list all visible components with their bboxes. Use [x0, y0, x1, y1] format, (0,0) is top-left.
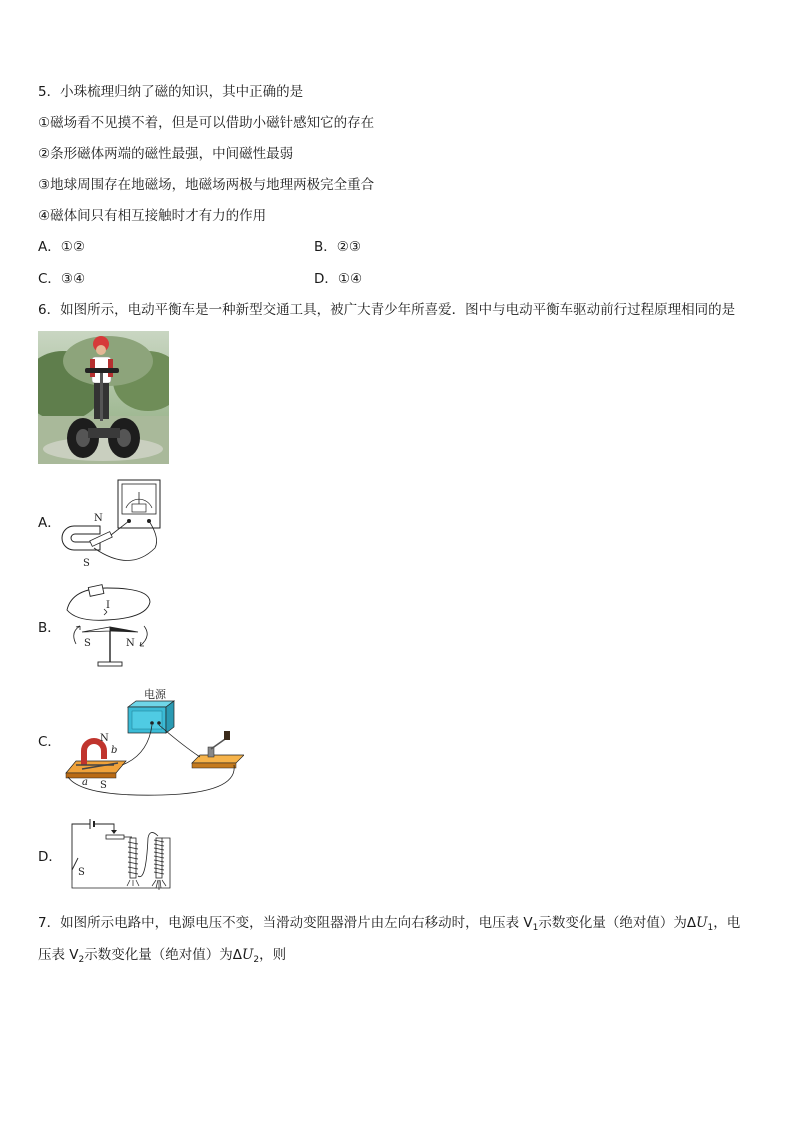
subscript: 1	[707, 923, 714, 933]
balance-car-photo	[38, 331, 169, 464]
q7-text: 压表 V	[38, 947, 79, 963]
q5-statement-1: ①磁场看不见摸不着，但是可以借助小磁针感知它的存在	[38, 115, 375, 131]
current-label: I	[106, 600, 110, 611]
q7-line-2	[38, 946, 286, 969]
q5-option-a: A．①②	[38, 239, 85, 255]
q6-figure-a	[60, 478, 170, 573]
q6-figure-d	[64, 818, 180, 896]
north-pole-label: N	[126, 638, 135, 649]
q6-stem: 6．如图所示，电动平衡车是一种新型交通工具，被广大青少年所喜爱．图中与电动平衡车驱动前行过程原理相同的是	[38, 302, 736, 318]
power-supply-label: 电源	[144, 688, 166, 701]
q7-text: 示数变化量（绝对值）为Δ	[538, 915, 697, 931]
q7-text: 示数变化量（绝对值）为Δ	[84, 947, 243, 963]
q5-option-d: D．①④	[314, 271, 363, 287]
q6-figure-b	[62, 582, 157, 672]
subscript: 2	[253, 955, 260, 965]
q7-text: ，则	[259, 947, 287, 963]
q6-option-b-label: B．	[38, 620, 61, 636]
q6-option-a-label: A．	[38, 515, 61, 531]
q5-option-c: C．③④	[38, 271, 86, 287]
south-pole-label: S	[83, 558, 90, 569]
south-pole-label: S	[100, 780, 107, 791]
subscript: 1	[532, 923, 539, 933]
point-b-label: b	[111, 745, 118, 756]
voltage-symbol: U	[242, 947, 254, 963]
q5-option-b: B．②③	[314, 239, 361, 255]
q7-text: ，电	[713, 915, 741, 931]
subscript: 2	[78, 955, 85, 965]
point-a-label: a	[82, 777, 88, 788]
voltage-symbol: U	[696, 915, 708, 931]
q6-option-c-label: C．	[38, 734, 61, 750]
q5-statement-3: ③地球周围存在地磁场，地磁场两极与地理两极完全重合	[38, 177, 375, 193]
south-pole-label: S	[84, 638, 91, 649]
q7-text: 7．如图所示电路中，电源电压不变，当滑动变阻器滑片由左向右移动时，电压表 V	[38, 915, 533, 931]
q6-option-d-label: D．	[38, 849, 62, 865]
q6-figure-c	[62, 685, 244, 800]
north-pole-label: N	[94, 513, 103, 524]
q7-line-1	[38, 914, 740, 937]
q5-statement-4: ④磁体间只有相互接触时才有力的作用	[38, 208, 267, 224]
q5-statement-2: ②条形磁体两端的磁性最强，中间磁性最弱	[38, 146, 294, 162]
q5-stem: 5．小珠梳理归纳了磁的知识，其中正确的是	[38, 84, 304, 100]
switch-label: S	[78, 867, 85, 878]
north-pole-label: N	[100, 733, 109, 744]
